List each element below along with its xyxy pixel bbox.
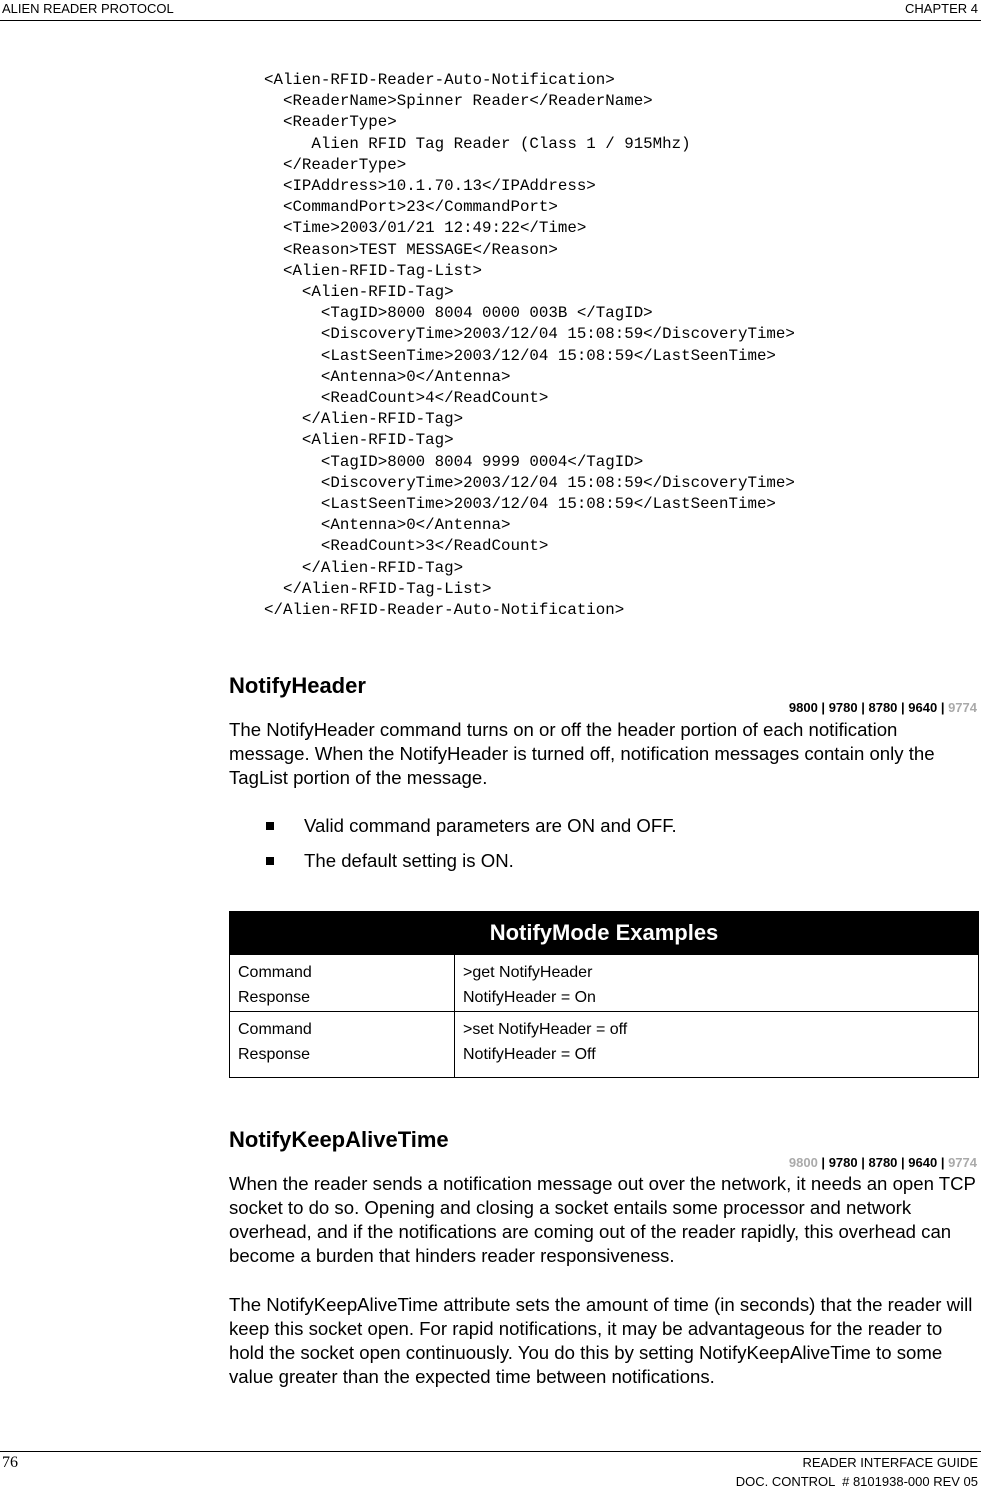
notifykeepalivetime-models — [789, 1155, 977, 1170]
model-separator: | — [857, 1155, 869, 1170]
notifykeepalivetime-title: NotifyKeepAliveTime — [229, 1127, 449, 1152]
model-separator: | — [897, 700, 909, 715]
code-line: </Alien-RFID-Tag> — [301, 410, 464, 429]
notifyheader-title: NotifyHeader — [229, 673, 366, 698]
page-number: 76 — [2, 1454, 18, 1471]
bullet-item: The default setting is ON. — [264, 849, 677, 884]
code-line: <TagID>8000 8004 0000 003B </TagID> — [320, 304, 653, 323]
table-cell-labels: Command Response — [230, 955, 455, 1012]
code-line: Alien RFID Tag Reader (Class 1 / 915Mhz) — [311, 134, 691, 153]
table-cell-values: >set NotifyHeader = off NotifyHeader = Off — [455, 1012, 979, 1078]
table-cell-labels: Command Response — [230, 1012, 455, 1078]
model-number: 8780 — [868, 1155, 898, 1170]
notifykeepalivetime-paragraph-1: When the reader sends a notification message out over the network, it needs an open TCP socket to do so. Opening and closing a socket entails some processor and network overhead, and if the notifications are coming out of the reader rapidly, this overhead can become a burden that hinders reader responsiveness. — [229, 1173, 976, 1266]
code-line: <LastSeenTime>2003/12/04 15:08:59</LastSeenTime> — [320, 346, 776, 365]
notifyheader-description: The NotifyHeader command turns on or off the header portion of each notification message. When the NotifyHeader is turned off, notification messages contain only the TagList portion of the message. — [229, 719, 935, 788]
code-line: </Alien-RFID-Tag> — [301, 558, 464, 577]
code-line: <ReadCount>3</ReadCount> — [320, 537, 549, 556]
code-line: <DiscoveryTime>2003/12/04 15:08:59</DiscoveryTime> — [320, 473, 795, 492]
bullet-item: Valid command parameters are ON and OFF. — [264, 814, 677, 849]
bullet-square-icon — [266, 822, 274, 830]
model-separator: | — [817, 1155, 829, 1170]
model-number: 9800 — [788, 700, 818, 715]
code-line: <Alien-RFID-Tag> — [301, 431, 454, 450]
header-left: ALIEN READER PROTOCOL — [2, 1, 174, 16]
bullet-square-icon — [266, 857, 274, 865]
code-line: <CommandPort>23</CommandPort> — [282, 198, 558, 217]
footer-doc-control: DOC. CONTROL # 8101938-000 REV 05 — [735, 1474, 978, 1489]
code-line: <Antenna>0</Antenna> — [320, 367, 511, 386]
xml-code-block — [264, 70, 795, 621]
model-number: 9800 — [788, 1155, 818, 1170]
footer-guide-title: READER INTERFACE GUIDE — [802, 1455, 978, 1470]
code-line: </Alien-RFID-Reader-Auto-Notification> — [264, 601, 625, 620]
code-line: <ReadCount>4</ReadCount> — [320, 389, 549, 408]
notifymode-examples-table — [229, 911, 979, 1078]
code-line: <Alien-RFID-Reader-Auto-Notification> — [264, 71, 615, 89]
notifyheader-models — [789, 700, 977, 715]
table-row — [230, 1012, 979, 1078]
model-separator: | — [897, 1155, 909, 1170]
model-number: 9780 — [828, 700, 858, 715]
model-number: 9774 — [948, 700, 977, 715]
header-right: CHAPTER 4 — [905, 1, 978, 16]
model-number: 9774 — [948, 1155, 977, 1170]
model-number: 9640 — [908, 700, 938, 715]
table-title: NotifyMode Examples — [230, 912, 979, 955]
model-separator: | — [937, 1155, 949, 1170]
code-line: <Time>2003/01/21 12:49:22</Time> — [282, 219, 587, 238]
code-line: <DiscoveryTime>2003/12/04 15:08:59</DiscoveryTime> — [320, 325, 795, 344]
model-separator: | — [857, 700, 869, 715]
code-line: </ReaderType> — [282, 155, 407, 174]
code-line: <TagID>8000 8004 9999 0004</TagID> — [320, 452, 644, 471]
code-line: <Alien-RFID-Tag> — [301, 283, 454, 302]
model-number: 8780 — [868, 700, 898, 715]
model-number: 9640 — [908, 1155, 938, 1170]
running-header — [0, 0, 981, 21]
code-line: <LastSeenTime>2003/12/04 15:08:59</LastSeenTime> — [320, 495, 776, 514]
table-row — [230, 955, 979, 1012]
table-cell-values: >get NotifyHeader NotifyHeader = On — [455, 955, 979, 1012]
code-line: <Reason>TEST MESSAGE</Reason> — [282, 240, 558, 259]
code-line: <Antenna>0</Antenna> — [320, 516, 511, 535]
notifyheader-bullets — [264, 814, 677, 884]
code-line: <ReaderName>Spinner Reader</ReaderName> — [282, 92, 653, 111]
footer-rule — [0, 1451, 981, 1452]
notifykeepalivetime-paragraph-2: The NotifyKeepAliveTime attribute sets the amount of time (in seconds) that the reader will keep this socket open. For rapid notifications, it may be advantageous for the reader to hold the socket open continuously. You do this by setting NotifyKeepAliveTime to some value greater than the expected time between notifications. — [229, 1294, 973, 1387]
model-number: 9780 — [828, 1155, 858, 1170]
code-line: </Alien-RFID-Tag-List> — [282, 579, 492, 598]
model-separator: | — [937, 700, 949, 715]
code-line: <Alien-RFID-Tag-List> — [282, 261, 483, 280]
code-line: <IPAddress>10.1.70.13</IPAddress> — [282, 177, 596, 196]
code-line: <ReaderType> — [282, 113, 397, 132]
model-separator: | — [817, 700, 829, 715]
